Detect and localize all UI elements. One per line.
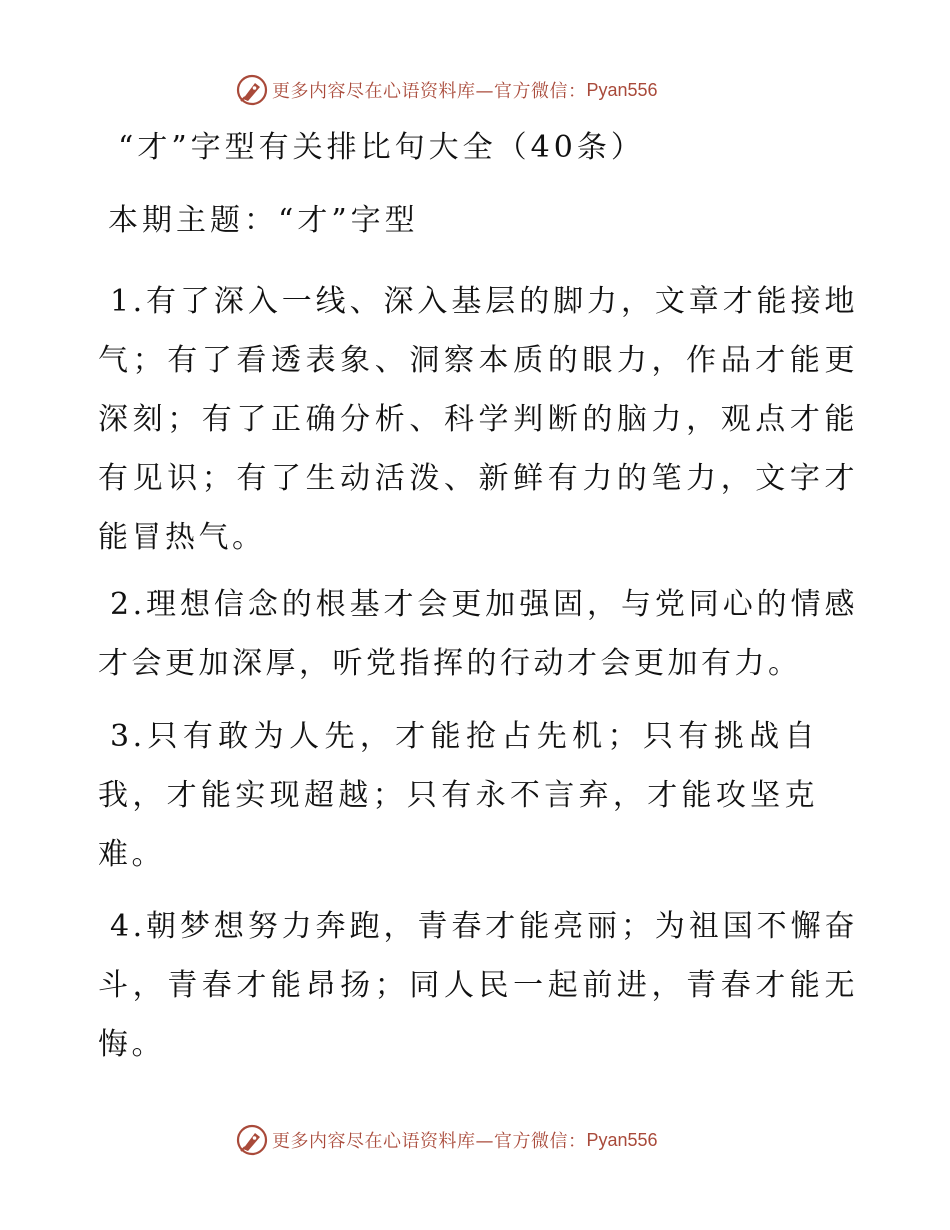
paragraph-3: 3.只有敢为人先，才能抢占先机；只有挑战自我，才能实现超越；只有永不言弃，才能攻坚克难。 [98, 719, 818, 872]
paragraph-2: 2.理想信念的根基才会更加强固，与党同心的情感才会更加深厚，听党指挥的行动才会更加有力。 [98, 587, 858, 681]
page-subtitle: 本期主题：“才”字型 [108, 203, 419, 238]
page-title: “才”字型有关排比句大全（40条） [118, 130, 645, 165]
pen-nib-logo-icon [236, 74, 268, 106]
pen-nib-logo-icon [236, 1124, 268, 1156]
header-wechat-id: Pyan556 [586, 79, 658, 100]
paragraph-1: 1.有了深入一线、深入基层的脚力，文章才能接地气；有了看透表象、洞察本质的眼力，作品才能更深刻；有了正确分析、科学判断的脑力，观点才能有见识；有了生动活泼、新鲜有力的笔力，文字才能冒热气。 [98, 284, 858, 555]
footer-banner [236, 1122, 658, 1158]
header-banner [236, 72, 658, 108]
header-banner-text: 更多内容尽在心语资料库—官方微信： [272, 81, 587, 102]
footer-wechat-id: Pyan556 [586, 1129, 658, 1150]
footer-banner-text: 更多内容尽在心语资料库—官方微信： [272, 1131, 587, 1152]
paragraph-4: 4.朝梦想努力奔跑，青春才能亮丽；为祖国不懈奋斗，青春才能昂扬；同人民一起前进，青春才能无悔。 [98, 909, 858, 1062]
